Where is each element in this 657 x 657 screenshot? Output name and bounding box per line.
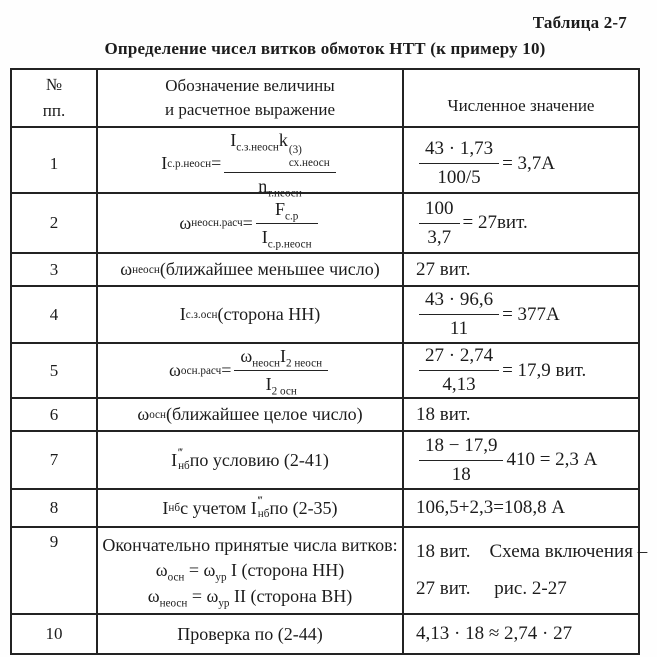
formula-cell: I нб с учетом I ‴ нб по (2-35) [98,490,404,526]
header-value-label: Численное значение [447,96,595,115]
formula-cell: ω неосн (ближайшее меньшее число) [98,254,404,285]
row-number-cell: 7 [12,432,98,488]
value-cell: 100 3,7 = 27вит. [404,194,638,252]
formula-cell: ω осн (ближайшее целое число) [98,399,404,430]
header-designation-line1: Обозначение величины [165,76,335,95]
row-number-cell: 4 [12,287,98,342]
header-designation-col [98,70,404,126]
row-number-cell: 1 [12,128,98,199]
calculation-table [10,68,648,655]
formula-cell: Проверка по (2-44) [98,615,404,653]
value-cell: 43 · 1,73 100/5 = 3,7А [404,128,638,199]
row-number-cell: 5 [12,344,98,397]
table-row [12,528,648,615]
formula-cell: ω осн.расч = $\omega_{неосн}I_{2 неосн}$ $I_{2 осн}$ [98,344,404,397]
row-number-cell: 8 [12,490,98,526]
value-cell: 43 · 96,6 11 = 377А [404,287,638,342]
table-row [12,194,638,254]
header-number-line1: № [45,75,63,95]
value-cell: 106,5+2,3=108,8 А [416,497,566,518]
formula-cell: I с.р.неосн = $I_{с.з.неосн}k$ (3) сх.неосн $n_{т.неосн}$ [98,128,404,199]
value-cell: 18 вит. Схема включения – 27 вит. рис. 2-27 [416,541,648,599]
value-cell: 27 · 2,74 4,13 = 17,9 вит. [404,344,638,397]
header-number-col [12,70,98,126]
table-row [12,254,638,287]
table-row [12,615,638,653]
value-cell: 18 вит. [416,403,471,425]
formula-cell: ω неосн.расч = $F_{с.р}$ $I_{с.р.неосн}$ [98,194,404,252]
row-number-cell: 9 [12,528,98,613]
row-number-cell: 6 [12,399,98,430]
row-number-cell: 2 [12,194,98,252]
formula-cell: Окончательно принятые числа витков: $\omega_{осн} = \omega_{ур}$ I (сторона НН) $\omega_{неосн} = \omega_{ур}$ II (сторона ВН) [98,528,404,613]
row-number-cell: 3 [12,254,98,285]
value-cell: 27 вит. [416,258,471,280]
formula-cell: I ‴ нб по условию (2-41) [98,432,404,488]
table-row [12,128,638,200]
table-header-row [12,70,638,128]
table-row [12,287,638,344]
header-value-col [404,70,638,126]
value-cell: 4,13 · 18 ≈ 2,74 · 27 [416,623,573,644]
page-title: Определение чисел витков обмоток НТТ (к примеру 10) [104,39,546,58]
value-cell: 18 − 17,9 18 410 = 2,3 А [404,432,638,488]
formula-cell: I с.з.осн (сторона НН) [98,287,404,342]
header-designation-line2: и расчетное выражение [164,100,336,119]
table-number-label: Таблица 2-7 [532,13,627,32]
table-row [12,344,638,399]
row-number-cell: 10 [12,615,98,653]
table-row [12,399,638,432]
header-number-line2: пп. [42,100,66,120]
table-row [12,432,638,490]
table-row [12,490,638,528]
